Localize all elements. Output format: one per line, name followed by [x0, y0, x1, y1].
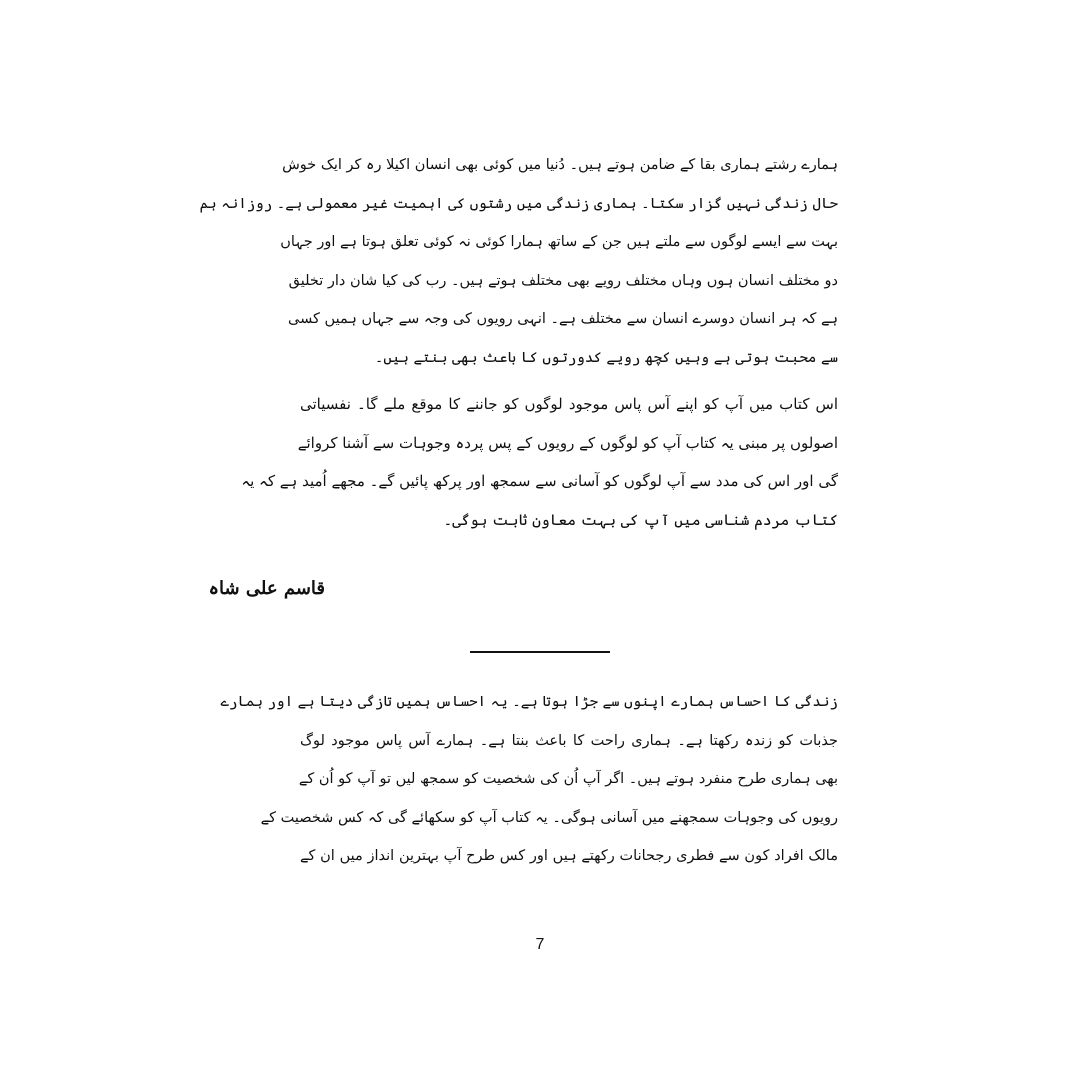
- text-line: بہت سے ایسے لوگوں سے ملتے ہیں جن کے ساتھ ہمارا کوئی نہ کوئی تعلق ہوتا ہے اور جہاں: [280, 234, 838, 250]
- text-line: کتاب مردم شناسی میں آپ کی بہت معاون ثابت ہوگی۔: [443, 510, 838, 529]
- text-line: اس کتاب میں آپ کو اپنے آس پاس موجود لوگوں کو جاننے کا موقع ملے گا۔ نفسیاتی: [300, 395, 838, 413]
- text-line: گی اور اس کی مدد سے آپ لوگوں کو آسانی سے سمجھ اور پرکھ پائیں گے۔ مجھے اُمید ہے کہ یہ: [241, 472, 838, 490]
- text-line: سے محبت ہوتی ہے وہیں کچھ رویے کدورتوں کا باعث بھی بنتے ہیں۔: [374, 349, 838, 366]
- text-line: ہمارے رشتے ہماری بقا کے ضامن ہوتے ہیں۔ دُنیا میں کوئی بھی انسان اکیلا رہ کر ایک خوش: [282, 157, 838, 173]
- text-line: ہے کہ ہر انسان دوسرے انسان سے مختلف ہے۔ انہی رویوں کی وجہ سے جہاں ہمیں کسی: [288, 311, 838, 327]
- text-line: حال زندگی نہیں گزار سکتا۔ ہماری زندگی میں رشتوں کی اہمیت غیر معمولی ہے۔ روزانہ ہم: [199, 195, 838, 212]
- text-line: زندگی کا احساس ہمارے اپنوں سے جڑا ہوتا ہے۔ یہ احساس ہمیں تازگی دیتا ہے اور ہمارے: [220, 694, 838, 710]
- section-divider: [470, 651, 610, 653]
- paragraph-relationships: [199, 146, 838, 377]
- author-signature: قاسم علی شاہ: [208, 578, 325, 599]
- paragraph-book-intro: [241, 385, 838, 539]
- paragraph-life-feeling: [220, 683, 838, 876]
- text-line: مالک افراد کون سے فطری رجحانات رکھتے ہیں اور کس طرح آپ بہترین انداز میں ان کے: [300, 848, 838, 864]
- text-line: جذبات کو زندہ رکھتا ہے۔ ہماری راحت کا باعث بنتا ہے۔ ہمارے آس پاس موجود لوگ: [300, 732, 838, 749]
- text-line: دو مختلف انسان ہوں وہاں مختلف رویے بھی مختلف ہوتے ہیں۔ رب کی کیا شان دار تخلیق: [288, 272, 838, 289]
- text-line: اصولوں پر مبنی یہ کتاب آپ کو لوگوں کے رویوں کے پس پردہ وجوہات سے آشنا کروائے: [297, 433, 838, 452]
- text-line: بھی ہماری طرح منفرد ہوتے ہیں۔ اگر آپ اُن کی شخصیت کو سمجھ لیں تو آپ کو اُن کے: [298, 771, 838, 787]
- page-number: 7: [535, 936, 545, 953]
- text-line: رویوں کی وجوہات سمجھنے میں آسانی ہوگی۔ یہ کتاب آپ کو سکھائے گی کہ کس شخصیت کے: [260, 809, 838, 826]
